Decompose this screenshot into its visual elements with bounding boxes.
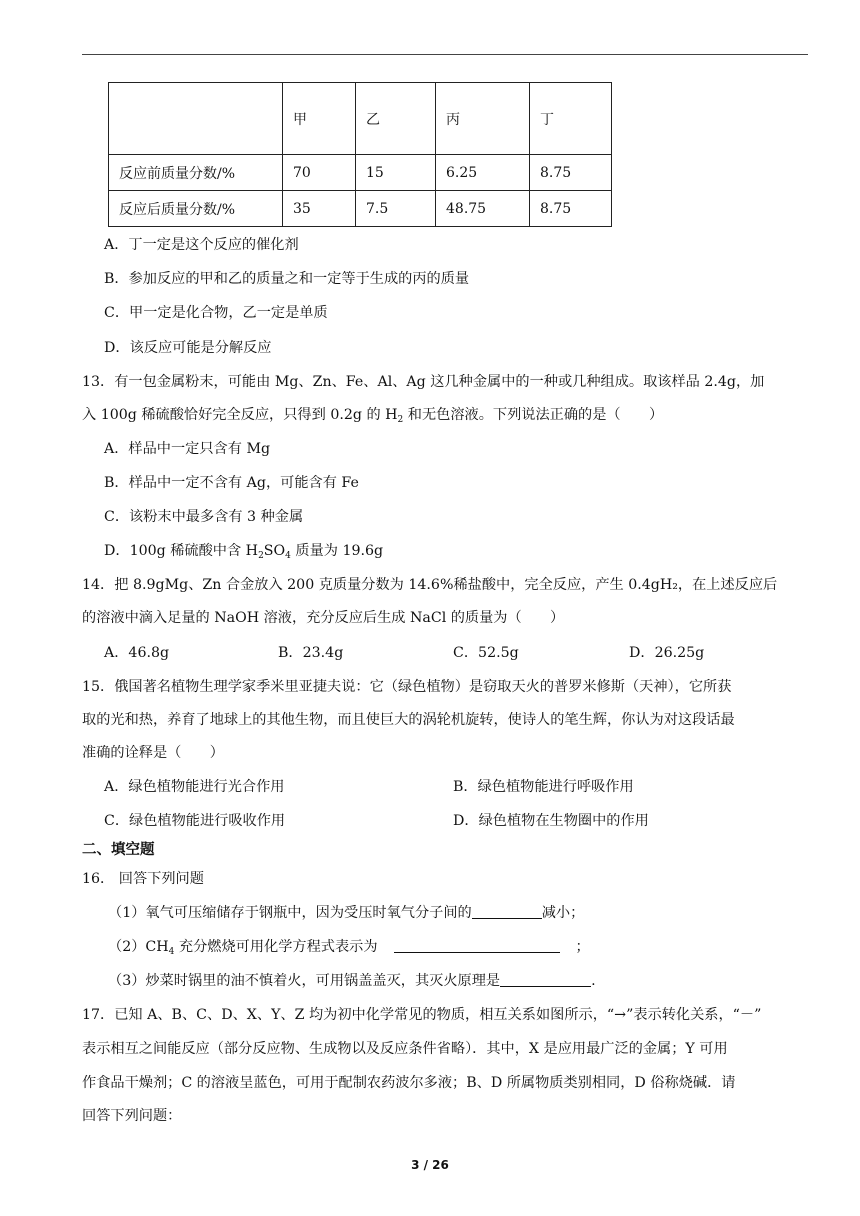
data-table	[108, 82, 612, 227]
answer-blank[interactable]	[472, 904, 542, 919]
subscript: 2	[258, 551, 264, 561]
table-header-cell: 丁	[530, 83, 612, 155]
table-cell: 48.75	[436, 191, 530, 227]
q15-stem-line1: 15．俄国著名植物生理学家季米里亚捷夫说：它（绿色植物）是窃取天火的普罗米修斯（天神），它所获	[82, 679, 732, 695]
page-number: 3 / 26	[411, 1158, 449, 1172]
answer-blank[interactable]	[500, 972, 591, 987]
table-cell: 6.25	[436, 155, 530, 191]
q14-option-d: D．26.25g	[629, 645, 705, 661]
q16-part3	[108, 971, 596, 991]
q14-option-c: C．52.5g	[453, 645, 519, 661]
q14-option-b: B．23.4g	[278, 645, 344, 661]
q13-option-b: B．样品中一定不含有 Ag，可能含有 Fe	[104, 475, 359, 491]
table-cell: 8.75	[530, 155, 612, 191]
table-cell: 7.5	[356, 191, 436, 227]
q16-text: （3）炒菜时锅里的油不慎着火，可用锅盖盖灭，其灭火原理是	[108, 973, 501, 989]
q15-option-b: B．绿色植物能进行呼吸作用	[453, 779, 634, 795]
table-cell: 15	[356, 155, 436, 191]
table-cell: 反应后质量分数/%	[109, 191, 283, 227]
table-header-cell: 丙	[436, 83, 530, 155]
q15-option-d: D．绿色植物在生物圈中的作用	[453, 813, 649, 829]
table-header-row	[109, 83, 612, 155]
table-cell: 反应前质量分数/%	[109, 155, 283, 191]
q15-option-a: A．绿色植物能进行光合作用	[104, 779, 285, 795]
section-heading: 二、填空题	[82, 842, 155, 858]
q15-stem-line3: 准确的诠释是（ ）	[82, 745, 224, 761]
q16-part2	[108, 937, 590, 962]
table-row	[109, 191, 612, 227]
q12-option-b: B．参加反应的甲和乙的质量之和一定等于生成的丙的质量	[104, 271, 470, 287]
q14-option-a: A．46.8g	[104, 645, 170, 661]
table-cell: 8.75	[530, 191, 612, 227]
q13-text: D．100g 稀硫酸中含 H	[104, 543, 259, 559]
table-header-cell	[109, 83, 283, 155]
q13-stem-line1: 13．有一包金属粉末，可能由 Mg、Zn、Fe、Al、Ag 这几种金属中的一种或几种组成。取该样品 2.4g，加	[82, 374, 765, 390]
q13-text: SO	[263, 543, 286, 559]
q16-title: 16． 回答下列问题	[82, 871, 204, 887]
header-rule	[82, 54, 808, 55]
q17-stem-line3: 作食品干燥剂；C 的溶液呈蓝色，可用于配制农药波尔多液；B、D 所属物质类别相同，D 俗称烧碱．请	[82, 1075, 736, 1091]
table-cell: 70	[283, 155, 356, 191]
q13-stem-line2	[82, 405, 663, 430]
q16-text: （1）氧气可压缩储存于钢瓶中，因为受压时氧气分子间的	[108, 905, 472, 921]
q13-option-a: A．样品中一定只含有 Mg	[104, 441, 271, 457]
q12-option-d: D．该反应可能是分解反应	[104, 340, 272, 356]
answer-blank[interactable]	[394, 938, 560, 953]
q16-text: .	[591, 973, 596, 989]
q16-text: （2）CH	[108, 939, 169, 955]
table-header-cell: 甲	[283, 83, 356, 155]
q14-stem-line1: 14．把 8.9gMg、Zn 合金放入 200 克质量分数为 14.6%稀盐酸中，完全反应，产生 0.4gH₂，在上述反应后	[82, 577, 778, 593]
q13-option-c: C．该粉末中最多含有 3 种金属	[104, 509, 304, 525]
subscript: 4	[285, 551, 291, 561]
q17-stem-line4: 回答下列问题：	[82, 1108, 182, 1124]
q12-option-c: C．甲一定是化合物，乙一定是单质	[104, 305, 328, 321]
q13-option-d	[104, 541, 383, 566]
q16-text: ；	[575, 939, 590, 955]
q15-option-c: C．绿色植物能进行吸收作用	[104, 813, 286, 829]
q13-text: 质量为 19.6g	[290, 543, 384, 559]
q16-text: 充分燃烧可用化学方程式表示为	[174, 939, 378, 955]
subscript: 2	[397, 415, 404, 425]
q12-option-a: A．丁一定是这个反应的催化剂	[104, 237, 299, 253]
q13-text: 和无色溶液。下列说法正确的是（ ）	[403, 407, 664, 423]
q14-stem-line2: 的溶液中滴入足量的 NaOH 溶液，充分反应后生成 NaCl 的质量为（ ）	[82, 610, 565, 626]
table-cell: 35	[283, 191, 356, 227]
subscript: 4	[168, 947, 175, 957]
table-header-cell: 乙	[356, 83, 436, 155]
q17-stem-line2: 表示相互之间能反应（部分反应物、生成物以及反应条件省略）．其中，X 是应用最广泛的金属；Y 可用	[82, 1041, 728, 1057]
table-row	[109, 155, 612, 191]
q15-stem-line2: 取的光和热，养育了地球上的其他生物，而且使巨大的涡轮机旋转，使诗人的笔生辉，你认为对这段话最	[82, 712, 735, 728]
q16-part1	[108, 903, 584, 923]
q13-text: 入 100g 稀硫酸恰好完全反应，只得到 0.2g 的 H	[82, 407, 398, 423]
q16-text: 减小；	[541, 905, 585, 921]
q17-stem-line1: 17．已知 A、B、C、D、X、Y、Z 均为初中化学常见的物质，相互关系如图所示，“→”表示转化关系，“－”	[82, 1007, 762, 1023]
